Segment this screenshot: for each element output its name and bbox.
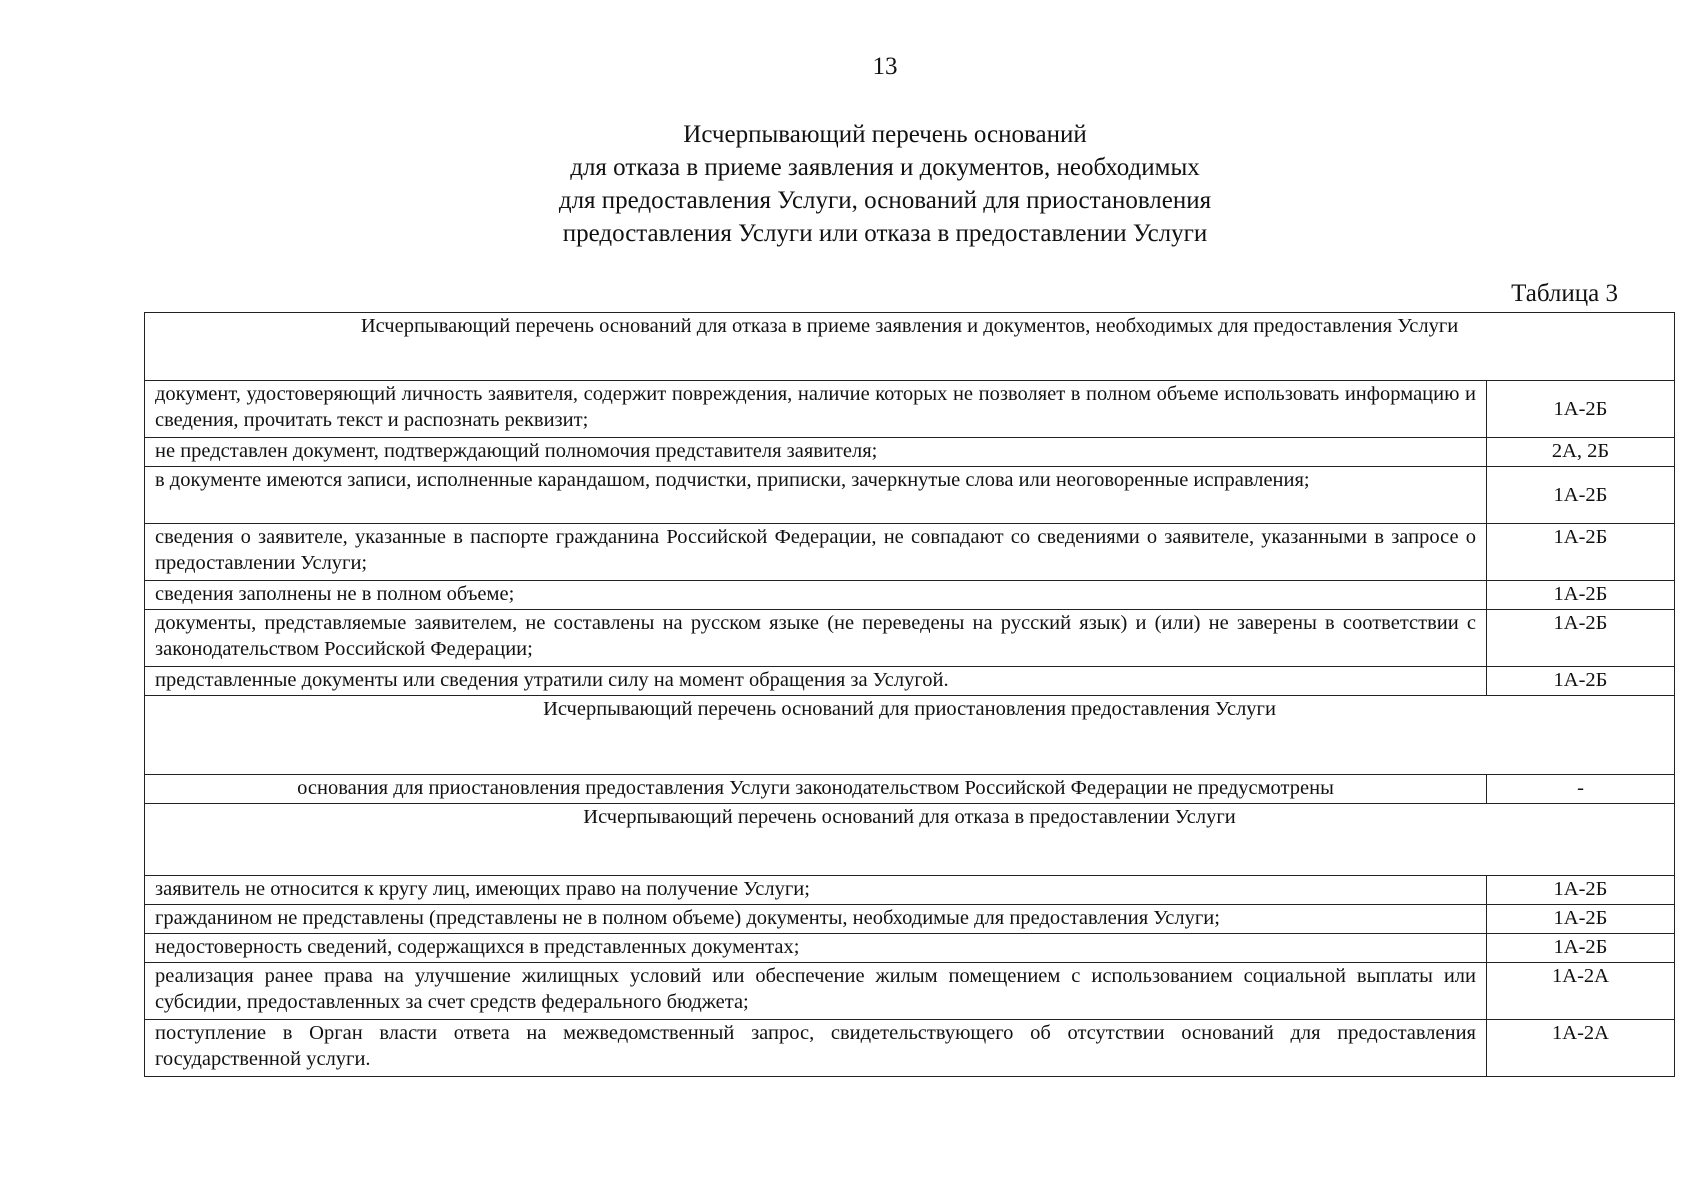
table-row [145, 1020, 1675, 1077]
document-title [0, 118, 1698, 250]
table-row [145, 381, 1675, 438]
title-line: предоставления Услуги или отказа в предоставлении Услуги [562, 220, 1208, 247]
table-caption: Таблица 3 [1511, 280, 1618, 307]
code-cell: 1А-2Б [1487, 381, 1675, 438]
table-row [145, 610, 1675, 667]
reason-cell: заявитель не относится к кругу лиц, имеющих право на получение Услуги; [145, 876, 1487, 905]
table-row [145, 905, 1675, 934]
reason-cell: представленные документы или сведения утратили силу на момент обращения за Услугой. [145, 667, 1487, 696]
reason-cell: основания для приостановления предоставления Услуги законодательством Российской Федерации не предусмотрены [145, 775, 1487, 804]
table-row [145, 775, 1675, 804]
page-number: 13 [872, 53, 898, 80]
title-line: Исчерпывающий перечень оснований [683, 121, 1087, 148]
code-cell: 1А-2Б [1487, 610, 1675, 667]
reason-cell: сведения о заявителе, указанные в паспорте гражданина Российской Федерации, не совпадают со сведениями о заявителе, указанными в запросе о предоставлении Услуги; [145, 524, 1487, 581]
title-line: для предоставления Услуги, оснований для приостановления [558, 187, 1212, 214]
reason-cell: в документе имеются записи, исполненные карандашом, подчистки, приписки, зачеркнутые слова или неоговоренные исправления; [145, 467, 1487, 524]
section-title-suspension: Исчерпывающий перечень оснований для приостановления предоставления Услуги [145, 696, 1675, 775]
reason-cell: гражданином не представлены (представлены не в полном объеме) документы, необходимые для предоставления Услуги; [145, 905, 1487, 934]
code-cell: 1А-2Б [1487, 934, 1675, 963]
code-cell: 1А-2Б [1487, 467, 1675, 524]
table-row [145, 963, 1675, 1020]
code-cell: 2А, 2Б [1487, 438, 1675, 467]
reason-cell: не представлен документ, подтверждающий полномочия представителя заявителя; [145, 438, 1487, 467]
reason-cell: документ, удостоверяющий личность заявителя, содержит повреждения, наличие которых не позволяет в полном объеме использовать информацию и сведения, прочитать текст и распознать реквизит; [145, 381, 1487, 438]
table-row [145, 524, 1675, 581]
table-row [145, 581, 1675, 610]
reason-cell: недостоверность сведений, содержащихся в представленных документах; [145, 934, 1487, 963]
table-row [145, 467, 1675, 524]
code-cell: 1А-2Б [1487, 524, 1675, 581]
code-cell: 1А-2Б [1487, 581, 1675, 610]
grounds-table [144, 312, 1675, 1077]
title-line: для отказа в приеме заявления и документов, необходимых [570, 154, 1200, 181]
reason-cell: поступление в Орган власти ответа на межведомственный запрос, свидетельствующего об отсутствии оснований для предоставления государственной услуги. [145, 1020, 1487, 1077]
section-title-refusal-acceptance: Исчерпывающий перечень оснований для отказа в приеме заявления и документов, необходимых для предоставления Услуги [145, 313, 1675, 381]
table-row [145, 667, 1675, 696]
table-row [145, 876, 1675, 905]
code-cell: - [1487, 775, 1675, 804]
reason-cell: документы, представляемые заявителем, не составлены на русском языке (не переведены на русский язык) и (или) не заверены в соответствии с законодательством Российской Федерации; [145, 610, 1487, 667]
table-row [145, 438, 1675, 467]
code-cell: 1А-2Б [1487, 905, 1675, 934]
section-header-row [145, 313, 1675, 381]
code-cell: 1А-2Б [1487, 876, 1675, 905]
code-cell: 1А-2А [1487, 1020, 1675, 1077]
code-cell: 1А-2Б [1487, 667, 1675, 696]
section-header-row [145, 804, 1675, 876]
section-title-refusal-service: Исчерпывающий перечень оснований для отказа в предоставлении Услуги [145, 804, 1675, 876]
reason-cell: сведения заполнены не в полном объеме; [145, 581, 1487, 610]
section-header-row [145, 696, 1675, 775]
reason-cell: реализация ранее права на улучшение жилищных условий или обеспечение жилым помещением с использованием социальной выплаты или субсидии, предоставленных за счет средств федерального бюджета; [145, 963, 1487, 1020]
code-cell: 1А-2А [1487, 963, 1675, 1020]
table-row [145, 934, 1675, 963]
